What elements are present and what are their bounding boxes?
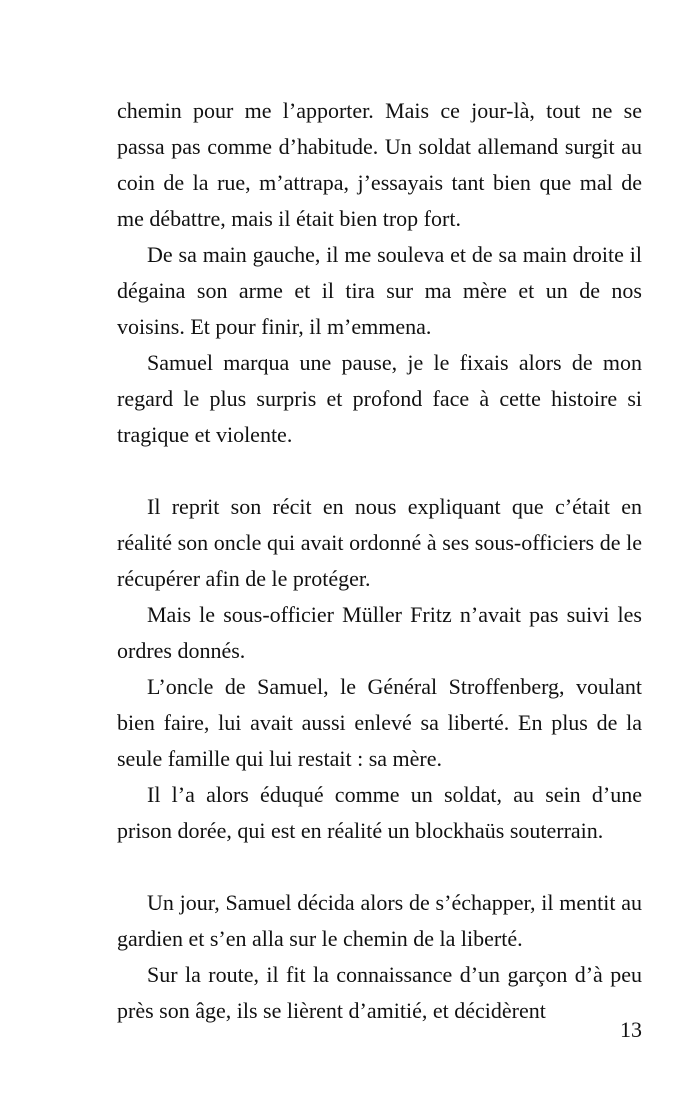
paragraph-1: chemin pour me l’apporter. Mais ce jour-là, tout ne se passa pas comme d’habitude. Un soldat allemand surgit au coin de la rue, m’attrapa, j’essayais tant bien que mal de me débattre, mais il était bien trop fort. xyxy=(117,98,642,231)
body-text xyxy=(117,93,642,1029)
paragraph-2: De sa main gauche, il me souleva et de sa main droite il dégaina son arme et il tira sur ma mère et un de nos voisins. Et pour finir, il m’emmena. xyxy=(117,242,642,339)
paragraph-9: Sur la route, il fit la connaissance d’un garçon d’à peu près son âge, ils se lièrent d’amitié, et décidèrent xyxy=(117,962,642,1023)
paragraph-3: Samuel marqua une pause, je le fixais alors de mon regard le plus surpris et profond face à cette histoire si tragique et violente. xyxy=(117,350,642,447)
paragraph-8: Un jour, Samuel décida alors de s’échapper, il mentit au gardien et s’en alla sur le chemin de la liberté. xyxy=(117,890,642,951)
paragraph-4: Il reprit son récit en nous expliquant que c’était en réalité son oncle qui avait ordonné à ses sous-officiers de le récupérer afin de le protéger. xyxy=(117,494,642,591)
paragraph-6: L’oncle de Samuel, le Général Stroffenberg, voulant bien faire, lui avait aussi enlevé sa liberté. En plus de la seule famille qui lui restait : sa mère. xyxy=(117,674,642,771)
paragraph-7: Il l’a alors éduqué comme un soldat, au sein d’une prison dorée, qui est en réalité un blockhaüs souterrain. xyxy=(117,782,642,843)
paragraph-5: Mais le sous-officier Müller Fritz n’avait pas suivi les ordres donnés. xyxy=(117,602,642,663)
page-number: 13 xyxy=(620,1017,642,1042)
